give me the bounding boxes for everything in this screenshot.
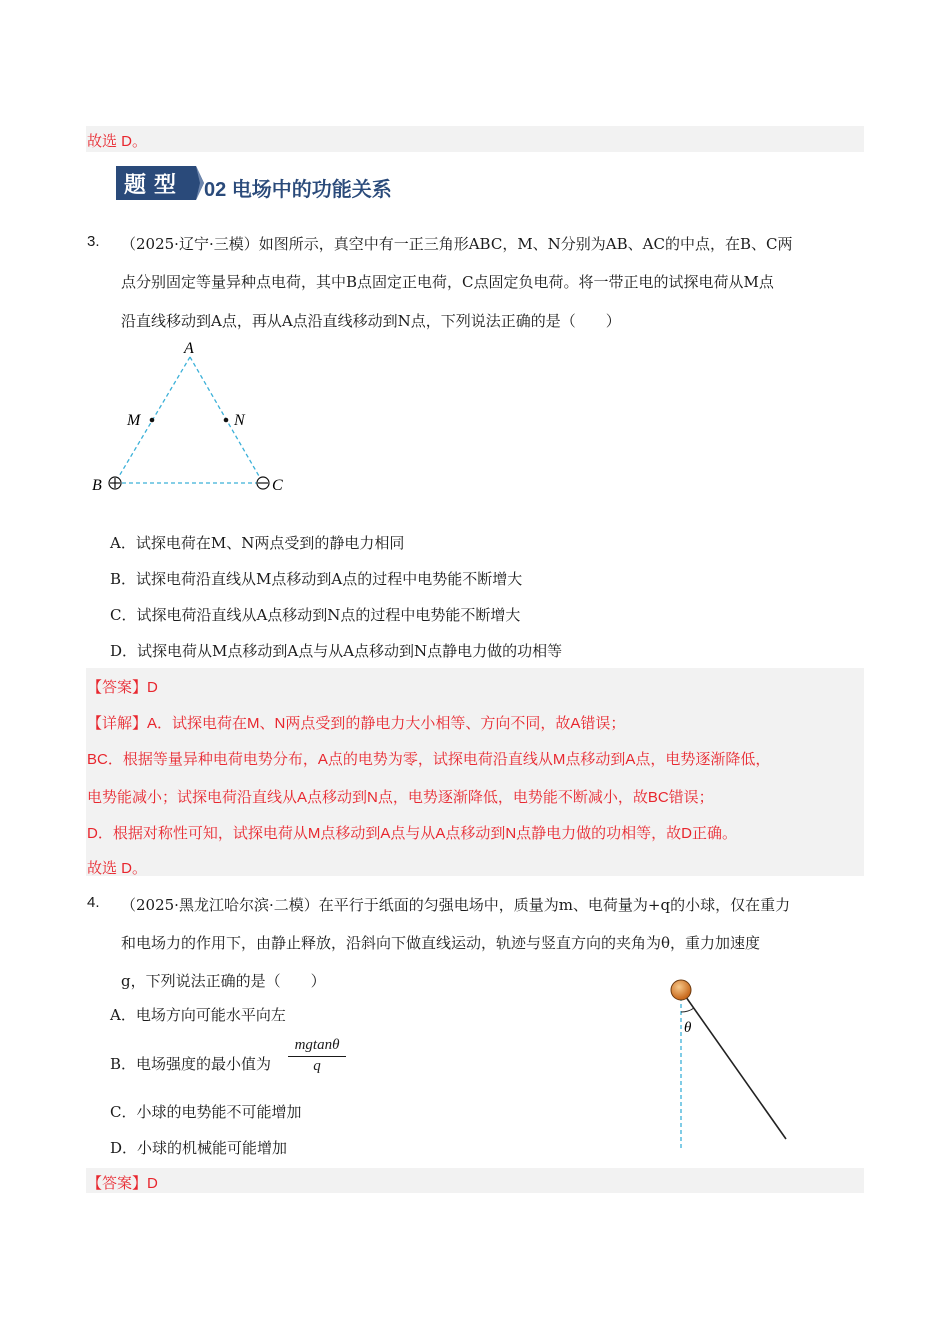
q4-stem-line-1: （2025·黑龙江哈尔滨·二模）在平行于纸面的匀强电场中，质量为m、电荷量为+q的小球，仅在重力	[121, 896, 791, 914]
q4-solution-block	[86, 1168, 864, 1193]
q3-triangle-figure	[80, 335, 300, 505]
q3-conclusion: 故选 D。	[87, 860, 148, 877]
q4-option-b-text: B．电场强度的最小值为	[110, 1055, 272, 1073]
q4-option-c: C．小球的电势能不可能增加	[110, 1103, 302, 1121]
q4-fraction-numerator: mgtanθ	[288, 1037, 346, 1057]
q3-option-d: D．试探电荷从M点移动到A点与从A点移动到N点静电力做的功相等	[110, 642, 563, 660]
q3-stem-line-1: （2025·辽宁·三模）如图所示，真空中有一正三角形ABC，M、N分别为AB、AC的中点，在B、C两	[121, 235, 793, 253]
prev-solution-block	[86, 126, 864, 152]
q3-detail-line-2: BC．根据等量异种电荷电势分布，A点的电势为零，试探电荷沿直线从M点移动到A点，电势逐渐降低，	[87, 751, 771, 768]
q3-answer: 【答案】D	[87, 679, 158, 696]
q3-label-a: A	[184, 340, 194, 357]
q4-stem-line-2: 和电场力的作用下，由静止释放，沿斜向下做直线运动，轨迹与竖直方向的夹角为θ，重力加速度	[121, 934, 761, 952]
q3-label-b: B	[92, 477, 102, 494]
q4-fraction-denominator: q	[313, 1058, 321, 1074]
q4-label-theta: θ	[684, 1020, 692, 1036]
q4-stem-line-3: g，下列说法正确的是（ ）	[121, 972, 326, 990]
q3-stem-line-3: 沿直线移动到A点，再从A点沿直线移动到N点，下列说法正确的是（ ）	[121, 312, 621, 330]
q4-option-b-fraction	[288, 1037, 346, 1075]
q3-solution-block	[86, 668, 864, 876]
q3-detail-line-1: 【详解】A．试探电荷在M、N两点受到的静电力大小相等、方向不同，故A错误；	[87, 715, 626, 732]
q3-option-b: B．试探电荷沿直线从M点移动到A点的过程中电势能不断增大	[110, 570, 523, 588]
q4-option-a: A．电场方向可能水平向左	[110, 1006, 286, 1024]
q3-option-c: C．试探电荷沿直线从A点移动到N点的过程中电势能不断增大	[110, 606, 521, 624]
section-title: 02 电场中的功能关系	[204, 179, 392, 201]
prev-conclusion: 故选 D。	[87, 133, 148, 150]
q3-label-m: M	[127, 412, 141, 429]
q4-number: 4.	[87, 894, 100, 911]
q3-label-n: N	[234, 412, 245, 429]
q4-option-b	[110, 1053, 271, 1074]
q3-stem-line-2: 点分别固定等量异种点电荷，其中B点固定正电荷，C点固定负电荷。将一带正电的试探电荷从M点	[121, 273, 774, 291]
q3-number: 3.	[87, 233, 100, 250]
q3-detail-line-3: 电势能减小；试探电荷沿直线从A点移动到N点，电势逐渐降低，电势能不断减小，故BC错误；	[87, 789, 714, 806]
section-badge-text: 题型	[124, 173, 185, 198]
q3-label-c: C	[272, 477, 283, 494]
q3-option-a: A．试探电荷在M、N两点受到的静电力相同	[110, 534, 405, 552]
q4-option-d: D．小球的机械能可能增加	[110, 1139, 288, 1157]
q4-ball-figure	[650, 972, 810, 1152]
q4-answer: 【答案】D	[87, 1175, 158, 1192]
q3-detail-line-4: D．根据对称性可知，试探电荷从M点移动到A点与从A点移动到N点静电力做的功相等，故D正确。	[87, 825, 738, 842]
